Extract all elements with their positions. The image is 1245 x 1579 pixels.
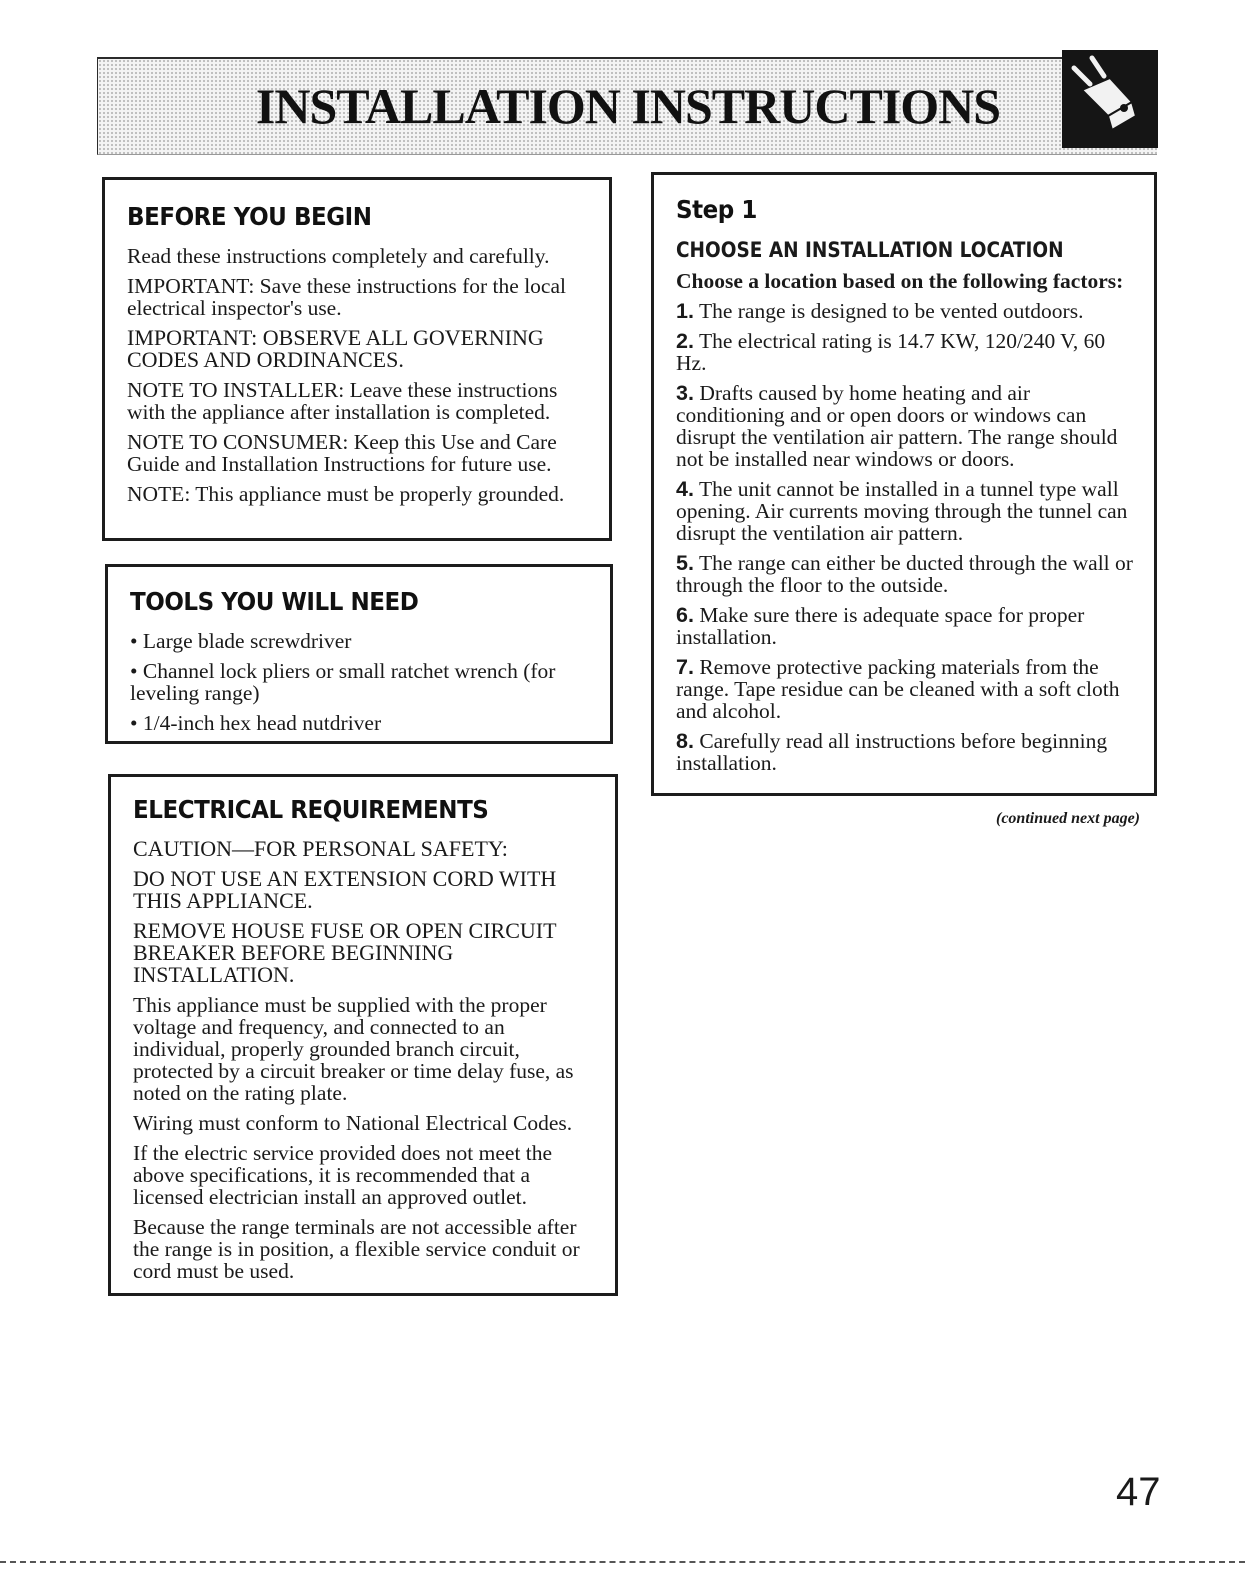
list-item: • Large blade screwdriver [130,629,352,653]
step1-title: Step 1 [676,195,757,224]
list-item: 6. Make sure there is adequate space for proper installation. [676,603,1085,649]
list-item: 2. The electrical rating is 14.7 KW, 120/240 V, 60 Hz. [676,329,1106,375]
list-item: • Channel lock pliers or small ratchet wrench (for leveling range) [130,659,556,705]
header-banner [97,57,1157,155]
bottom-divider [0,1561,1245,1563]
list-item: 7. Remove protective packing materials from the range. Tape residue can be cleaned with a soft cloth and alcohol. [676,655,1120,723]
list-item: 1. The range is designed to be vented outdoors. [676,299,1084,323]
tools-box [105,564,613,744]
continued-note: (continued next page) [996,810,1140,827]
paragraph: If the electric service provided does not meet the above specifications, it is recommended that a licensed electrician install an approved outlet. [133,1141,553,1209]
step1-box [651,172,1157,796]
list-item: 8. Carefully read all instructions before beginning installation. [676,729,1108,775]
paragraph: NOTE TO CONSUMER: Keep this Use and Care Guide and Installation Instructions for future use. [127,430,557,476]
paragraph: IMPORTANT: Save these instructions for the local electrical inspector's use. [127,274,566,320]
step1-lead: Choose a location based on the following factors: [676,269,1124,293]
step1-subtitle: CHOOSE AN INSTALLATION LOCATION [676,238,1064,262]
paragraph: NOTE: This appliance must be properly grounded. [127,482,565,506]
paragraph: This appliance must be supplied with the proper voltage and frequency, and connected to an individual, properly grounded branch circuit, protected by a circuit breaker or time delay fuse, as noted on the rating plate. [133,993,574,1105]
list-item: 5. The range can either be ducted through the wall or through the floor to the outside. [676,551,1133,597]
electrical-title: ELECTRICAL REQUIREMENTS [133,795,489,824]
paragraph: Because the range terminals are not accessible after the range is in position, a flexible service conduit or cord must be used. [133,1215,580,1283]
caution-heading: CAUTION—FOR PERSONAL SAFETY: [133,836,508,861]
paragraph: IMPORTANT: OBSERVE ALL GOVERNING CODES AND ORDINANCES. [127,325,544,372]
plug-icon [1062,50,1158,148]
list-item: 4. The unit cannot be installed in a tunnel type wall opening. Air currents moving through the tunnel can disrupt the ventilation air pattern. [676,477,1128,545]
paragraph: Wiring must conform to National Electrical Codes. [133,1111,573,1135]
tools-title: TOOLS YOU WILL NEED [130,587,419,616]
paragraph: NOTE TO INSTALLER: Leave these instructions with the appliance after installation is completed. [127,378,558,424]
paragraph: DO NOT USE AN EXTENSION CORD WITH THIS APPLIANCE. [133,866,557,913]
list-item: 3. Drafts caused by home heating and air conditioning and or open doors or windows can disrupt the ventilation air pattern. The range should not be installed near windows or doors. [676,381,1118,471]
list-item: • 1/4-inch hex head nutdriver [130,711,382,735]
paragraph: Read these instructions completely and carefully. [127,244,550,268]
paragraph: REMOVE HOUSE FUSE OR OPEN CIRCUIT BREAKER BEFORE BEGINNING INSTALLATION. [133,918,557,987]
page-number: 47 [1116,1470,1161,1514]
page-title: INSTALLATION INSTRUCTIONS [255,78,1001,134]
electrical-box [108,774,618,1296]
before-you-begin-title: BEFORE YOU BEGIN [127,202,372,231]
before-you-begin-box [102,177,612,541]
